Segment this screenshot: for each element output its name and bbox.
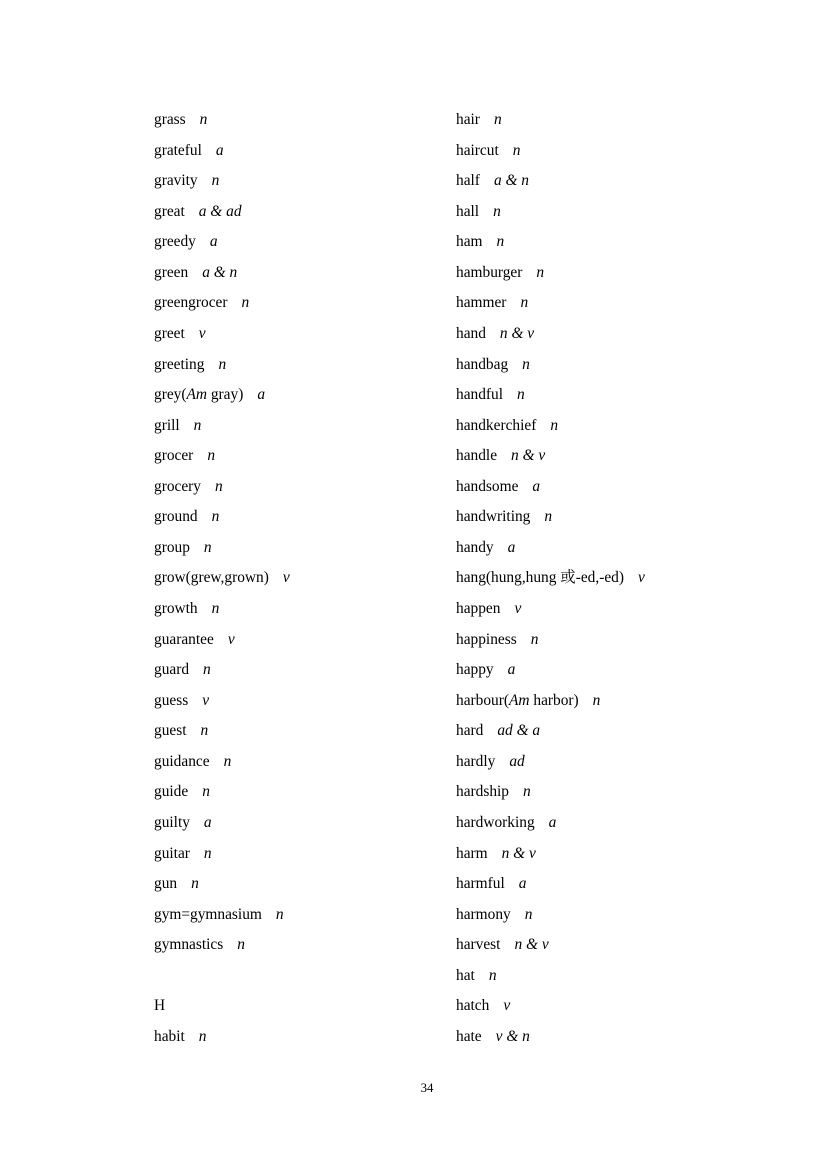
part-of-speech-tag: n [203,538,212,556]
word-text: hardworking [456,813,535,831]
word-text: hamburger [456,263,523,281]
word-text: guilty [154,813,190,831]
word-entry [154,380,454,411]
word-text: harbour(Am harbor) [456,691,579,709]
word-text: greet [154,324,185,342]
word-text: hate [456,1027,482,1045]
word-text: grass [154,111,186,128]
word-entry [456,288,796,319]
part-of-speech-tag: a [548,813,557,831]
word-entry [154,839,454,870]
part-of-speech-tag: n [202,783,210,801]
part-of-speech-tag: a [203,813,212,831]
word-entry [456,166,796,197]
word-text: hard [456,722,484,740]
word-text: half [456,172,480,190]
part-of-speech-tag: v [202,691,210,709]
american-variant-note: Am [186,386,208,404]
word-entry [154,502,454,533]
part-of-speech-tag: n [223,752,232,770]
part-of-speech-tag: v & n [495,1027,530,1045]
word-entry [154,533,454,564]
word-text: guest [154,722,187,740]
part-of-speech-tag: n [275,905,284,923]
word-entry [456,319,796,350]
word-text: handsome [456,477,519,495]
word-entry [456,502,796,533]
word-entry [154,808,454,839]
word-text: grow(grew,grown) [154,569,269,587]
word-text: greedy [154,233,196,251]
word-entry [456,411,796,442]
word-text: hardship [456,783,510,801]
word-text: haircut [456,141,499,159]
word-entry [154,716,454,747]
word-entry [154,472,454,503]
part-of-speech-tag: a [215,141,224,159]
american-variant-note: Am [509,691,530,709]
word-text: grateful [154,141,202,159]
part-of-speech-tag: n [524,905,533,923]
part-of-speech-tag: n [193,416,202,434]
part-of-speech-tag: n [211,600,220,617]
word-text: H [154,997,166,1015]
word-text: hand [456,324,486,342]
word-text: grill [154,416,180,434]
part-of-speech-tag: a [507,661,516,679]
part-of-speech-tag: a [209,233,218,251]
part-of-speech-tag: n [211,508,220,526]
part-of-speech-tag: n [203,661,211,679]
word-text: hang(hung,hung 或-ed,-ed) [456,569,624,587]
word-entry [456,839,796,870]
word-text: gymnastics [154,936,224,954]
part-of-speech-tag: a [532,477,541,495]
part-of-speech-tag: n [207,447,216,465]
word-text: group [154,538,190,556]
word-text: guidance [154,752,210,770]
word-entry [456,808,796,839]
part-of-speech-tag: a & n [493,172,529,190]
word-entry [154,961,454,992]
part-of-speech-tag: a [518,875,527,893]
part-of-speech-tag: n [517,386,525,404]
word-entry [154,350,454,381]
word-text: hardly [456,752,496,770]
word-text: handbag [456,355,509,373]
word-text: guarantee [154,630,214,648]
word-entry [154,319,454,350]
part-of-speech-tag: n [211,172,220,190]
word-text: gun [154,875,178,893]
word-entry [154,563,454,594]
word-entry [154,411,454,442]
part-of-speech-tag: n [592,691,601,709]
word-text: handy [456,538,494,556]
word-text: happiness [456,630,517,648]
part-of-speech-tag: n [198,1027,207,1045]
word-text: grocer [154,447,194,465]
word-text: handkerchief [456,416,537,434]
part-of-speech-tag: n [199,111,208,128]
word-entry [456,380,796,411]
part-of-speech-tag: n [241,294,250,312]
word-entry [456,991,796,1022]
word-entry [456,625,796,656]
word-text: ground [154,508,198,526]
part-of-speech-tag: v [514,600,522,617]
word-text: hall [456,202,480,220]
word-text: greengrocer [154,294,228,312]
word-entry [456,686,796,717]
word-text: hammer [456,294,507,312]
word-text: grocery [154,477,201,495]
word-entry [154,258,454,289]
word-entry [456,258,796,289]
word-entry [456,105,796,136]
word-text: guitar [154,844,190,862]
part-of-speech-tag: n & v [499,324,535,342]
word-entry [154,197,454,228]
word-entry [456,472,796,503]
part-of-speech-tag: n [203,844,212,862]
part-of-speech-tag: n [550,416,559,434]
word-text: green [154,263,189,281]
part-of-speech-tag: n [493,111,502,128]
word-text: handle [456,447,498,465]
part-of-speech-tag: n [191,875,199,893]
word-list-column-right [456,105,796,1052]
word-text: hatch [456,997,490,1015]
word-text: harm [456,844,488,862]
word-text: gravity [154,172,198,190]
word-text: gym=gymnasium [154,905,262,923]
word-entry [154,777,454,808]
word-text: greeting [154,355,205,373]
word-entry [456,441,796,472]
word-entry [154,655,454,686]
part-of-speech-tag: v [227,630,235,648]
word-text: handwriting [456,508,531,526]
word-entry [154,136,454,167]
part-of-speech-tag: v [503,997,511,1015]
word-text: guard [154,661,190,679]
word-entry [456,869,796,900]
word-entry [154,747,454,778]
part-of-speech-tag: v [637,569,645,587]
word-entry [456,655,796,686]
part-of-speech-tag: n [215,477,223,495]
word-entry [456,1022,796,1053]
word-entry [154,227,454,258]
part-of-speech-tag: n [512,141,521,159]
part-of-speech-tag: n [536,263,545,281]
word-entry [456,227,796,258]
word-entry [154,686,454,717]
part-of-speech-tag: n & v [514,936,549,954]
word-entry [456,716,796,747]
page-number: 34 [420,1081,434,1095]
word-text: growth [154,600,198,617]
part-of-speech-tag: n [520,294,529,312]
part-of-speech-tag: a & n [202,263,238,281]
part-of-speech-tag: v [282,569,290,587]
word-entry [154,900,454,931]
word-text: happy [456,661,494,679]
part-of-speech-tag: n & v [501,844,536,862]
word-entry [456,594,796,625]
word-text: harmful [456,875,505,893]
part-of-speech-tag: v [198,324,206,342]
word-text: great [154,202,185,220]
word-text: grey(Am gray) [154,386,244,404]
word-entry [456,350,796,381]
word-entry [456,900,796,931]
word-entry [456,777,796,808]
word-text: happen [456,600,501,617]
part-of-speech-tag: a [257,386,266,404]
word-text: harmony [456,905,511,923]
part-of-speech-tag: a & ad [198,202,242,220]
word-text: guess [154,691,189,709]
word-text: hair [456,111,480,128]
word-entry [154,869,454,900]
word-entry [456,136,796,167]
word-entry [456,197,796,228]
word-entry [154,1022,454,1053]
part-of-speech-tag: ad [509,752,525,770]
part-of-speech-tag: a [507,538,516,556]
part-of-speech-tag: n & v [511,447,546,465]
word-entry [154,288,454,319]
word-entry [154,441,454,472]
part-of-speech-tag: n [218,355,227,373]
word-entry [154,991,454,1022]
part-of-speech-tag: n [488,966,497,984]
word-entry [154,625,454,656]
word-list-column-left [154,105,454,1052]
word-text: handful [456,386,504,404]
part-of-speech-tag: n [523,783,531,801]
part-of-speech-tag: ad & a [497,722,541,740]
word-text: hat [456,966,475,984]
word-entry [456,961,796,992]
word-entry [456,563,796,594]
word-entry [154,105,454,136]
part-of-speech-tag: n [237,936,245,954]
part-of-speech-tag: n [522,355,530,373]
word-entry [456,930,796,961]
part-of-speech-tag: n [200,722,209,740]
part-of-speech-tag: n [530,630,539,648]
word-entry [154,594,454,625]
part-of-speech-tag: n [496,233,505,251]
part-of-speech-tag: n [493,202,501,220]
word-entry [456,747,796,778]
word-text: harvest [456,936,501,954]
word-text: guide [154,783,189,801]
part-of-speech-tag: n [544,508,553,526]
word-text: habit [154,1027,185,1045]
word-text: ham [456,233,483,251]
word-entry [456,533,796,564]
word-entry [154,930,454,961]
word-entry [154,166,454,197]
